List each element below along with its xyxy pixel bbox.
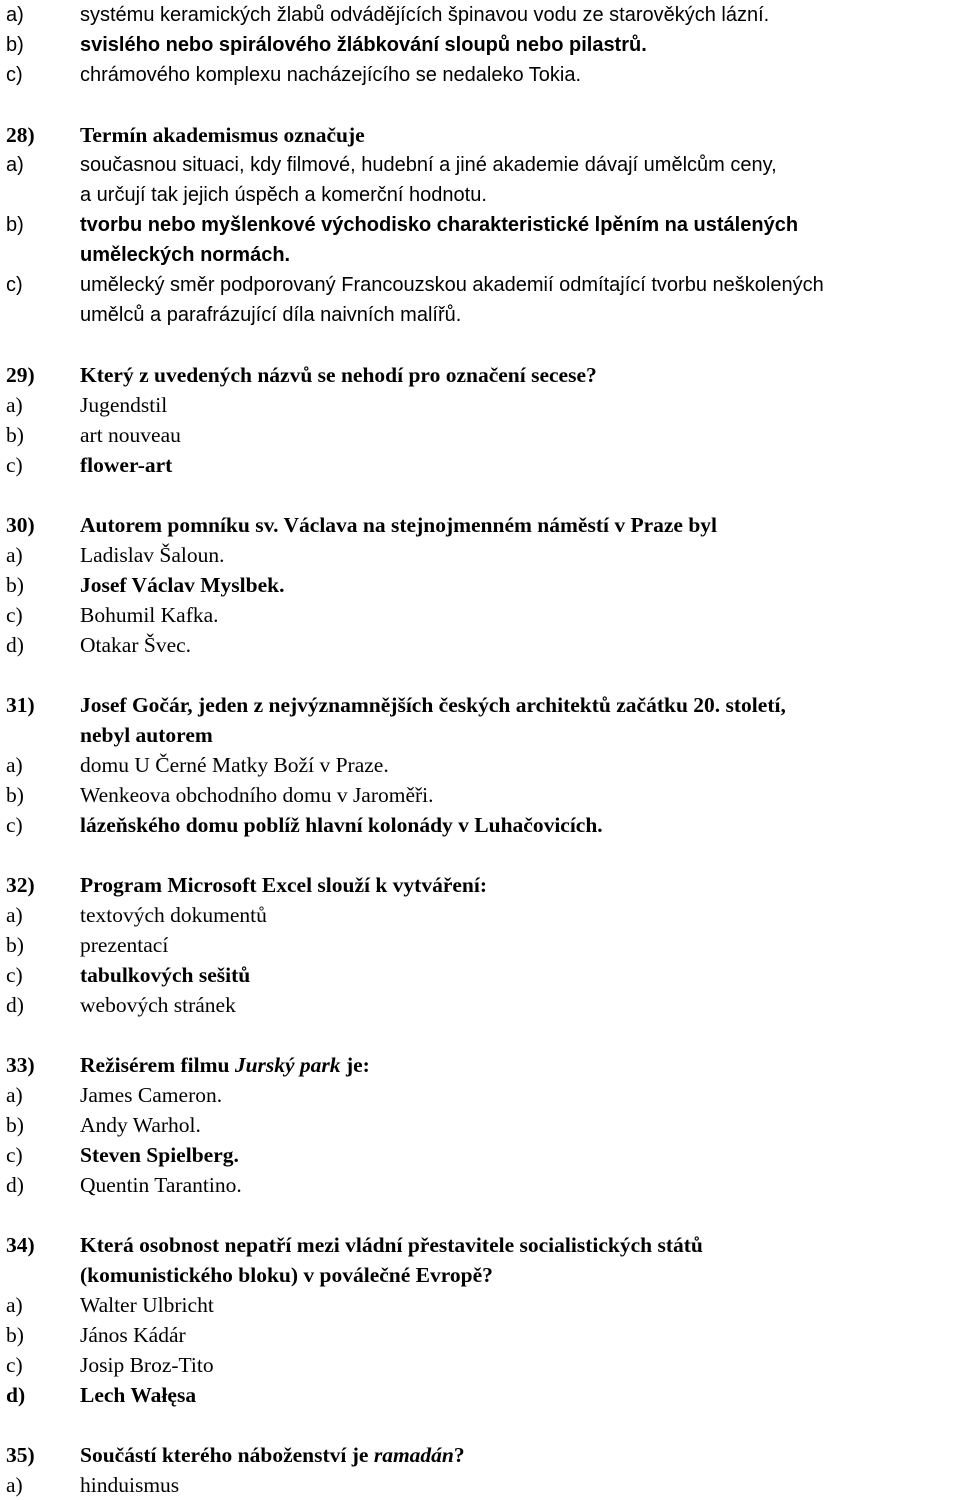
option-label: a) — [6, 543, 23, 567]
answer-option — [6, 1170, 956, 1200]
option-label: b) — [6, 573, 24, 597]
question-line — [6, 1050, 956, 1080]
option-text: Josef Václav Myslbek. — [80, 573, 285, 597]
answer-option — [6, 1350, 956, 1380]
blank-line — [6, 840, 956, 870]
option-text: Josip Broz-Tito — [80, 1353, 214, 1377]
answer-option — [6, 1080, 956, 1110]
question-text: Autorem pomníku sv. Václava na stejnojmenném náměstí v Praze byl — [80, 513, 718, 537]
option-text: Otakar Švec. — [80, 633, 192, 657]
option-label: d) — [6, 1383, 26, 1407]
answer-option — [6, 810, 956, 840]
option-text: Walter Ulbricht — [80, 1293, 214, 1317]
option-text: art nouveau — [80, 423, 181, 447]
question-text — [80, 1050, 956, 1080]
blank-line — [6, 480, 956, 510]
text-segment: Součástí kterého náboženství je — [80, 1443, 374, 1467]
italic-term: Jurský park — [234, 1053, 341, 1077]
option-text: flower-art — [80, 453, 173, 477]
option-label: a) — [6, 1473, 23, 1497]
option-label: a) — [6, 154, 24, 176]
question-number: 31) — [6, 693, 35, 717]
option-text: Andy Warhol. — [80, 1113, 201, 1137]
answer-option — [6, 420, 956, 450]
answer-option — [6, 930, 956, 960]
blank-line — [6, 1410, 956, 1440]
question-number: 32) — [6, 873, 35, 897]
blank-line — [6, 90, 956, 120]
answer-option — [6, 1380, 956, 1410]
text-segment: Režisérem filmu — [80, 1053, 235, 1077]
option-text: Bohumil Kafka. — [80, 603, 219, 627]
answer-option — [6, 750, 956, 780]
answer-option — [6, 600, 956, 630]
blank-line — [6, 660, 956, 690]
answer-option — [6, 960, 956, 990]
answer-option — [6, 450, 956, 480]
option-text: webových stránek — [80, 993, 236, 1017]
option-label: b) — [6, 933, 24, 957]
option-label: a) — [6, 903, 23, 927]
option-text: János Kádár — [80, 1323, 186, 1347]
option-label: b) — [6, 34, 24, 56]
option-text: Lech Wałęsa — [80, 1383, 197, 1407]
option-label: a) — [6, 753, 23, 777]
answer-option — [6, 1290, 956, 1320]
option-label: a) — [6, 4, 24, 26]
answer-option — [6, 60, 956, 90]
option-label: b) — [6, 783, 24, 807]
answer-option — [6, 570, 956, 600]
question-line — [6, 690, 956, 720]
option-label: a) — [6, 1293, 23, 1317]
question-number: 33) — [6, 1053, 35, 1077]
option-text: textových dokumentů — [80, 903, 267, 927]
option-text: Jugendstil — [80, 393, 168, 417]
option-label: a) — [6, 393, 23, 417]
text-segment: je: — [340, 1053, 370, 1077]
answer-option — [6, 270, 956, 300]
option-label: c) — [6, 1143, 23, 1167]
answer-option — [6, 630, 956, 660]
answer-option — [6, 990, 956, 1020]
question-line — [6, 1230, 956, 1260]
italic-term: ramadán — [373, 1443, 454, 1467]
question-number: 28) — [6, 123, 35, 147]
answer-option — [6, 1320, 956, 1350]
option-label: d) — [6, 1173, 24, 1197]
question-line — [6, 120, 956, 150]
option-text: umělecký směr podporovaný Francouzskou akademií odmítající tvorbu neškolených — [80, 274, 824, 296]
option-text: Steven Spielberg. — [80, 1143, 239, 1167]
option-label: c) — [6, 274, 23, 296]
continuation-line: (komunistického bloku) v poválečné Evropě? — [80, 1263, 493, 1287]
quiz-document — [6, 0, 956, 1500]
option-text: Wenkeova obchodního domu v Jaroměři. — [80, 783, 434, 807]
option-label: b) — [6, 423, 24, 447]
option-text: tvorbu nebo myšlenkové východisko charakteristické lpěním na ustálených — [80, 214, 799, 236]
continuation-line: uměleckých normách. — [80, 244, 291, 266]
text-segment: ? — [453, 1443, 465, 1467]
option-text: Ladislav Šaloun. — [80, 543, 225, 567]
option-label: a) — [6, 1083, 23, 1107]
option-text: James Cameron. — [80, 1083, 223, 1107]
option-label: c) — [6, 963, 23, 987]
option-label: d) — [6, 993, 24, 1017]
question-number: 35) — [6, 1443, 35, 1467]
answer-option — [6, 900, 956, 930]
question-number: 34) — [6, 1233, 35, 1257]
answer-option — [6, 1110, 956, 1140]
option-text: chrámového komplexu nacházejícího se nedaleko Tokia. — [80, 64, 582, 86]
answer-option — [6, 1140, 956, 1170]
question-text: Program Microsoft Excel slouží k vytváření: — [80, 873, 488, 897]
question-text: Termín akademismus označuje — [80, 123, 365, 147]
answer-option — [6, 150, 956, 180]
option-text: hinduismus — [80, 1473, 180, 1497]
blank-line — [6, 330, 956, 360]
answer-option — [6, 0, 956, 30]
option-text: tabulkových sešitů — [80, 963, 251, 987]
option-label: b) — [6, 1323, 24, 1347]
continuation-line: umělců a parafrázující díla naivních malířů. — [80, 304, 462, 326]
blank-line — [6, 1200, 956, 1230]
question-text: Která osobnost nepatří mezi vládní přestavitele socialistických států — [80, 1233, 703, 1257]
option-label: b) — [6, 1113, 24, 1137]
option-text: domu U Černé Matky Boží v Praze. — [80, 753, 389, 777]
option-text: lázeňského domu poblíž hlavní kolonády v Luhačovicích. — [80, 813, 603, 837]
option-label: c) — [6, 453, 23, 477]
question-line — [6, 1440, 956, 1470]
option-label: c) — [6, 603, 23, 627]
continuation-line: nebyl autorem — [80, 723, 213, 747]
option-label: b) — [6, 214, 24, 236]
option-label: c) — [6, 813, 23, 837]
answer-option — [6, 780, 956, 810]
question-line — [6, 510, 956, 540]
option-text: systému keramických žlabů odvádějících špinavou vodu ze starověkých lázní. — [80, 4, 770, 26]
question-text: Který z uvedených názvů se nehodí pro označení secese? — [80, 363, 597, 387]
question-number: 29) — [6, 363, 35, 387]
option-text: prezentací — [80, 933, 169, 957]
answer-option — [6, 540, 956, 570]
answer-option — [6, 1470, 956, 1500]
option-text: Quentin Tarantino. — [80, 1173, 242, 1197]
option-text: svislého nebo spirálového žlábkování sloupů nebo pilastrů. — [80, 34, 647, 56]
option-label: d) — [6, 633, 24, 657]
blank-line — [6, 1020, 956, 1050]
continuation-line: a určují tak jejich úspěch a komerční hodnotu. — [80, 184, 487, 206]
question-line — [6, 360, 956, 390]
option-label: c) — [6, 1353, 23, 1377]
question-number: 30) — [6, 513, 35, 537]
answer-option — [6, 210, 956, 240]
answer-option — [6, 390, 956, 420]
question-line — [6, 870, 956, 900]
answer-option — [6, 30, 956, 60]
question-text — [80, 1440, 956, 1470]
option-label: c) — [6, 64, 23, 86]
question-text: Josef Gočár, jeden z nejvýznamnějších českých architektů začátku 20. století, — [80, 693, 786, 717]
option-text: současnou situaci, kdy filmové, hudební a jiné akademie dávají umělcům ceny, — [80, 154, 777, 176]
